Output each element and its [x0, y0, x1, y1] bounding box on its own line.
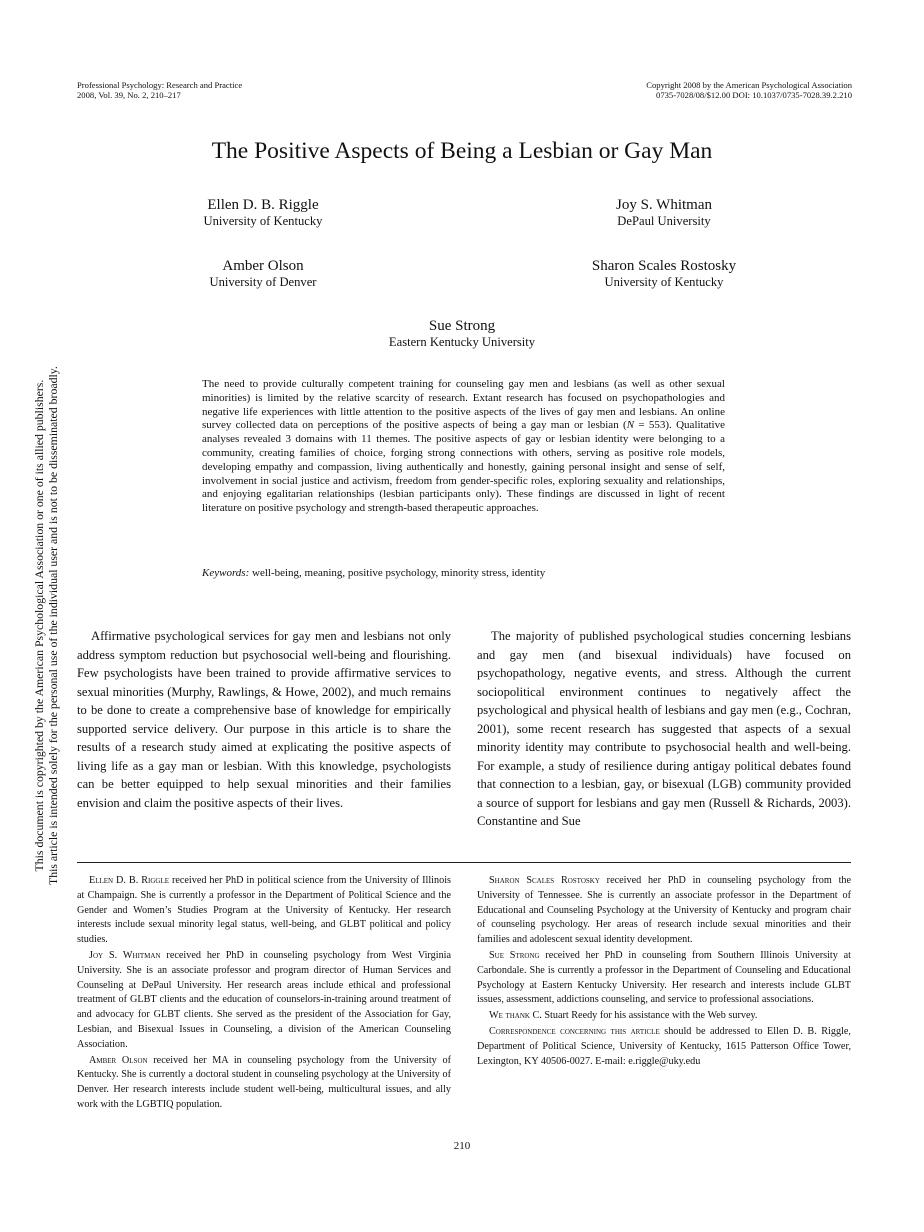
author-block — [133, 196, 393, 229]
author-affiliation: University of Denver — [209, 275, 317, 289]
author-name: Sharon Scales Rostosky — [591, 258, 737, 274]
note-text: received her MA in counseling psychology from the University of Kentucky. She is currently a doctoral student in counseling psychology at the University of Denver. Her research interests include student well-being, multicultural issues, and ally work with the LGBTIQ population. — [77, 1054, 451, 1110]
abstract-text: = 553). Qualitative analyses revealed 3 domains with 11 themes. The positive aspects of gay or lesbian identity were belonging to a community, creating families of choice, forging strong connections with others, serving as positive role models, developing empathy and compassion, living authentically and honestly, gaining personal insight and sense of self, involvement in social justice and activism, freedom from gender-specific roles, exploring sexuality and relationships, and enjoying egalitarian relationships (lesbian participants only). These findings are discussed in light of recent literature on positive psychology and strength-based therapeutic approaches. — [202, 419, 725, 515]
author-note — [77, 949, 451, 1053]
author-block — [133, 257, 393, 290]
author-block — [534, 196, 794, 229]
author-affiliation: DePaul University — [617, 214, 711, 228]
author-name: Sue Strong — [428, 318, 496, 334]
author-notes-right — [477, 874, 851, 1070]
doi-line: 0735-7028/08/$12.00 DOI: 10.1037/0735-7028.39.2.210 — [656, 90, 852, 100]
body-paragraph: Affirmative psychological services for gay men and lesbians not only address symptom reduction but psychosocial well-being and flourishing. Few psychologists have been trained to provide affirmative services to sexual minorities (Murphy, Rawlings, & Howe, 2002), and much remains to be done to create a comprehensive base of knowledge for empirically supported service delivery. Our purpose in this article is to share the results of a research study aimed at explicating the positive aspects of living life as a gay man or lesbian. With this knowledge, psychologists can be better equipped to help sexual minorities and their families envision and claim the positive aspects of their lives. — [77, 629, 451, 810]
author-note — [477, 949, 851, 1008]
author-block — [332, 317, 592, 350]
keywords-label: Keywords: — [202, 567, 250, 579]
note-lead: Sharon Scales Rostosky — [489, 875, 600, 886]
author-notes-left — [77, 874, 451, 1114]
author-note — [477, 1025, 851, 1069]
note-lead: Ellen D. B. Riggle — [89, 875, 169, 886]
author-affiliation: University of Kentucky — [604, 275, 724, 289]
copyright-line: Copyright 2008 by the American Psychological Association — [646, 80, 852, 90]
journal-header — [77, 80, 242, 100]
note-lead: Amber Olson — [89, 1054, 148, 1066]
note-lead: Correspondence concerning this article — [489, 1025, 660, 1037]
note-text: received her PhD in political science from the University of Illinois at Champaign. She is currently a professor in the Department of Political Science and the Gender and Women’s Studies Program at the University of Kentucky. Her research interests include sexual minority legal status, well-being, and GLBT political and policy studies. — [77, 875, 451, 946]
author-note — [77, 874, 451, 948]
note-text: C. Stuart Reedy for his assistance with the Web survey. — [529, 1010, 758, 1022]
author-affiliation: Eastern Kentucky University — [388, 335, 536, 349]
volume-info: 2008, Vol. 39, No. 2, 210–217 — [77, 90, 181, 100]
author-block — [534, 257, 794, 290]
body-column-left — [77, 627, 451, 812]
journal-name: Professional Psychology: Research and Practice — [77, 80, 243, 90]
side-notice-line: This document is copyrighted by the American Psychological Association or one of its allied publishers. — [32, 379, 46, 872]
article-title: The Positive Aspects of Being a Lesbian or Gay Man — [211, 138, 713, 164]
note-lead: Sue Strong — [489, 949, 540, 961]
note-text: received her PhD in counseling psychology from West Virginia University. She is an associate professor and program director of Human Services and Counseling at DePaul University. Her research areas include ethical and professional treatment of GLBT clients and the education of counselors-in-training around treatment of and advocacy for GLBT clients. She served as the president of the Association for Gay, Lesbian, and Bisexual Issues in Counseling, a division of the American Counseling Association. — [77, 949, 452, 1050]
body-paragraph: The majority of published psychological studies concerning lesbians and gay men (and bisexual individuals) have focused on psychopathology, negative events, and stress. Although the current sociopolitical environment continues to negatively affect the psychological and physical health of lesbians and gay men (e.g., Cochran, 2001), some recent research has suggested that aspects of a sexual minority identity may contribute to psychosocial health and well-being. For example, a study of resilience during antigay political debates found that connection to a lesbian, gay, or bisexual (LGB) community provided a source of support for lesbians and gay men (Russell & Richards, 2003). Constantine and Sue — [477, 629, 851, 828]
author-name: Ellen D. B. Riggle — [207, 197, 319, 213]
copyright-header — [646, 80, 852, 100]
author-note — [477, 874, 851, 948]
page-number: 210 — [453, 1140, 471, 1152]
author-name: Amber Olson — [222, 258, 304, 274]
copyright-side-notice — [32, 366, 60, 885]
body-column-right — [477, 627, 851, 831]
abstract — [202, 378, 725, 516]
note-text: received her PhD in counseling from Southern Illinois University at Carbondale. She is currently a professor in the Department of Counseling and Educational Psychology at Eastern Kentucky University. Her research and interests include GLBT issues, assessment, addictions counseling, and service to professional associations. — [477, 949, 852, 1006]
footnote-divider — [77, 862, 851, 863]
note-text: should be addressed to Ellen D. B. Riggle, Department of Political Science, University of Kentucky, 1615 Patterson Office Tower, Lexington, KY 40506-0027. E-mail: e.riggle@uky.edu — [477, 1025, 851, 1067]
keywords — [202, 566, 545, 580]
note-text: received her PhD in counseling psychology from the University of Tennessee. She is currently an associate professor in the Department of Educational and Counseling Psychology at the University of Kentucky and program chair of counseling psychology. Her areas of research include sexual minorities and their families and adolescent sexual identity development. — [477, 875, 852, 946]
abstract-text: The need to provide culturally competent training for counseling gay men and lesbians (as well as other sexual minorities) is limited by the relative scarcity of research. Extant research has focused on psychopathologies and negative life experiences with little attention to the positive aspects of the lives of gay men and lesbians. An online survey collected data on perceptions of the positive aspects of being a gay man or lesbian ( — [202, 378, 725, 432]
side-notice-line: This article is intended solely for the personal use of the individual user and is not to be disseminated broadly. — [46, 366, 60, 885]
keywords-list: well-being, meaning, positive psychology, minority stress, identity — [249, 567, 546, 579]
author-note — [77, 1054, 451, 1113]
note-lead: We thank — [489, 1010, 530, 1022]
author-name: Joy S. Whitman — [616, 197, 712, 213]
sample-size-symbol: N — [626, 419, 635, 432]
note-lead: Joy S. Whitman — [89, 949, 161, 961]
author-affiliation: University of Kentucky — [203, 214, 323, 228]
author-note — [477, 1009, 851, 1024]
